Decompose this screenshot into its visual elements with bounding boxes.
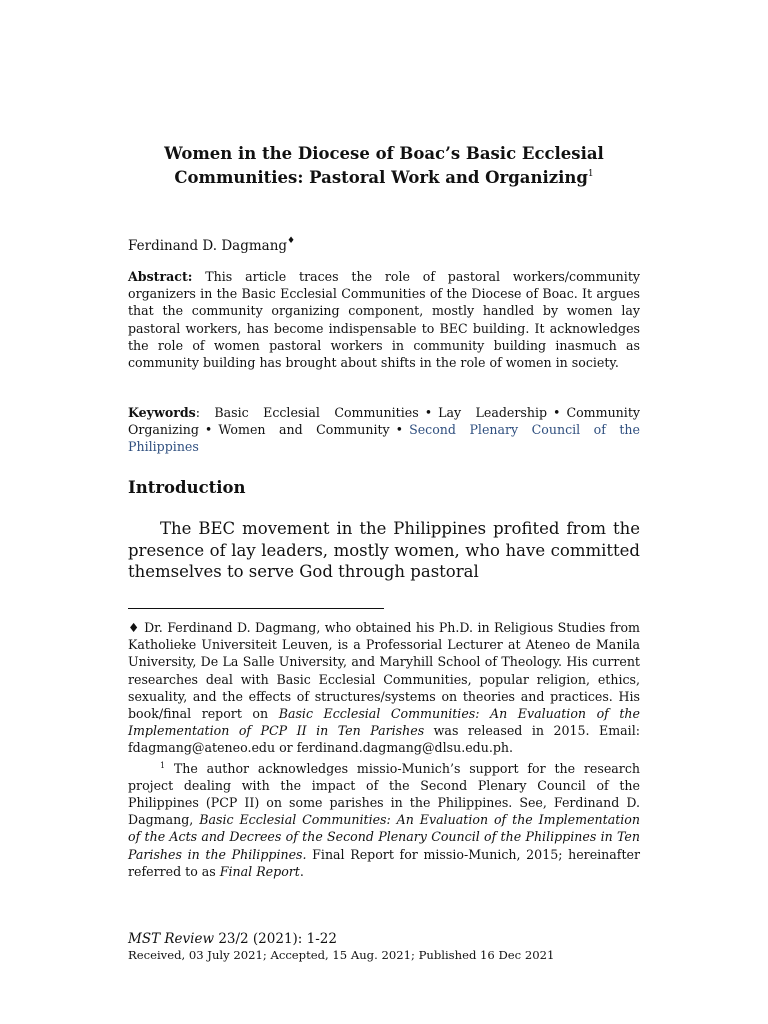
footnote-1-text-a: The author acknowledges missio-Munich’s support for the research project dealing with the impact of the Second Plenary Council of the Philippines (PCP II) on some parishes in the Philippines. See, Ferdinand D. Dagmang,	[128, 760, 640, 828]
abstract-label: Abstract:	[128, 269, 193, 284]
footnote-1-mark: 1	[160, 760, 166, 770]
keyword-separator: •	[553, 405, 561, 420]
title-line-1: Women in the Diocese of Boac’s Basic Ecclesial	[164, 144, 604, 163]
footnote-author-text-b: was released in 2015. Email: fdagmang@ateneo.edu or ferdinand.dagmang@dlsu.edu.ph.	[128, 723, 640, 756]
footnote-1-text-b: Final Report for missio-Munich, 2015; hereinafter referred to as	[128, 846, 640, 879]
footer-journal-line	[128, 931, 640, 948]
section-heading-introduction: Introduction	[128, 478, 246, 497]
footnote-rule	[128, 608, 384, 609]
keyword-separator: •	[395, 422, 404, 438]
footnote-author-mark: ♦	[128, 620, 140, 635]
keyword-1: Basic Ecclesial Communities	[214, 405, 419, 420]
introduction-paragraph: The BEC movement in the Philippines profited from the presence of lay leaders, mostly women, who have committed themselves to serve God through pastoral	[128, 519, 640, 581]
footnote-1-report-title: Basic Ecclesial Communities: An Evaluation of the Implementation of the Acts and Decrees of the Second Plenary Council of the Philippines in Ten Parishes in the Philippines.	[128, 812, 640, 862]
abstract	[128, 268, 640, 371]
footnotes	[128, 619, 640, 880]
paper-title	[128, 143, 640, 188]
keyword-separator: •	[424, 405, 433, 420]
footer-dates: Received, 03 July 2021; Accepted, 15 Aug. 2021; Published 16 Dec 2021	[128, 948, 555, 962]
keyword-4: Women and Community	[218, 422, 390, 438]
keyword-separator: •	[204, 422, 213, 438]
journal-name: MST Review	[128, 931, 215, 947]
author-footnote-mark[interactable]: ♦	[287, 236, 296, 246]
author-line	[128, 232, 295, 255]
footnote-1	[128, 757, 640, 880]
footnote-author-text-a: Dr. Ferdinand D. Dagmang, who obtained his Ph.D. in Religious Studies from Katholieke Universiteit Leuven, is a Professorial Lecturer at Ateneo de Manila University, De La Salle University, and Maryhill School of Theology. His current researches deal with Basic Ecclesial Communities, popular religion, ethics, sexuality, and the effects of structures/systems on theories and practices. His book/final report on	[128, 620, 640, 722]
page-footer	[128, 931, 640, 963]
keyword-5-link[interactable]: Second Plenary Council of the Philippines	[128, 422, 640, 455]
footnote-author-book-title: Basic Ecclesial Communities: An Evaluation of the Implementation of PCP II in Ten Parishes	[128, 706, 640, 739]
journal-volume: 23/2 (2021): 1-22	[218, 931, 337, 947]
keyword-3: Community Organizing	[128, 405, 640, 438]
keywords-label: Keywords	[128, 405, 196, 420]
author-name: Ferdinand D. Dagmang	[128, 238, 288, 254]
footnote-author	[128, 619, 640, 757]
title-footnote-mark[interactable]: 1	[587, 169, 594, 179]
keyword-2: Lay Leadership	[438, 405, 548, 420]
abstract-text: This article traces the role of pastoral workers/community organizers in the Basic Ecclesial Communities of the Diocese of Boac. It argues that the community organizing component, mostly handled by women lay pastoral workers, has become indispensable to BEC building. It acknowledges the role of women pastoral workers in community building inasmuch as community building has brought about shifts in the role of women in society.	[128, 269, 640, 371]
footnote-1-short-title: Final Report	[219, 863, 300, 879]
title-line-2: Communities: Pastoral Work and Organizing	[174, 168, 588, 187]
footnote-1-end: .	[299, 863, 304, 879]
keywords: Keywords: Basic Ecclesial Communities • Lay Leadership • Community Organizing • Women and Community • Second Plenary Council of the Philippines	[128, 405, 640, 455]
